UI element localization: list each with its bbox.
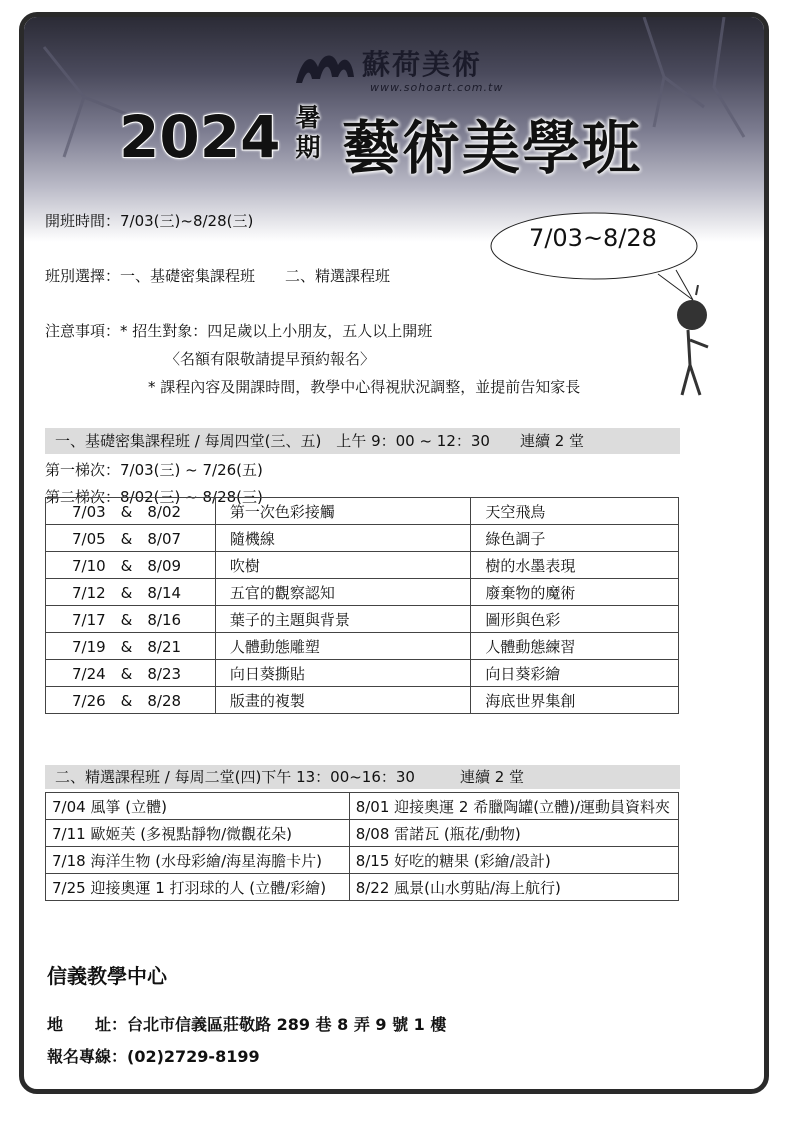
tier-1: 第一梯次：7/03(三) ~ 7/26(五) (45, 461, 263, 479)
course-topic-b: 海底世界集創 (471, 687, 679, 714)
date-speech-bubble (488, 208, 698, 278)
basic-course-row (46, 660, 679, 687)
class-period: 開班時間：7/03(三)~8/28(三) (45, 212, 254, 230)
course-topic-b: 樹的水墨表現 (471, 552, 679, 579)
basic-course-table (45, 497, 679, 714)
logo-url: www.sohoart.com.tw (370, 81, 504, 94)
course-topic-a: 五官的觀察認知 (215, 579, 471, 606)
course-dates: 7/17 & 8/16 (46, 606, 216, 633)
course-dates: 7/26 & 8/28 (46, 687, 216, 714)
course-dates: 7/12 & 8/14 (46, 579, 216, 606)
select-course-row (46, 874, 679, 901)
select-course-row (46, 820, 679, 847)
section1-heading: 一、基礎密集課程班 / 每周四堂(三、五) 上午 9：00 ~ 12：30 連續 2 堂 (45, 428, 680, 454)
basic-course-row (46, 579, 679, 606)
july-course: 7/11 歐姬芙 (多視點靜物/微觀花朵) (46, 820, 350, 847)
course-dates: 7/19 & 8/21 (46, 633, 216, 660)
course-dates: 7/05 & 8/07 (46, 525, 216, 552)
course-topic-b: 綠色調子 (471, 525, 679, 552)
logo-mark-icon (292, 47, 358, 87)
select-course-row (46, 793, 679, 820)
course-topic-a: 版畫的複製 (215, 687, 471, 714)
title-main: 藝術美學班 (342, 114, 643, 182)
brand-logo (292, 43, 532, 103)
august-course: 8/01 迎接奧運 2 希臘陶罐(立體)/運動員資料夾 (349, 793, 678, 820)
basic-course-row (46, 606, 679, 633)
center-address: 地 址：台北市信義區莊敬路 289 巷 8 弄 9 號 1 樓 (47, 1015, 447, 1034)
title-year: 2024 (119, 103, 281, 171)
notes-label: 注意事項： (45, 322, 121, 340)
basic-course-row (46, 552, 679, 579)
july-course: 7/04 風箏 (立體) (46, 793, 350, 820)
select-course-table (45, 792, 679, 901)
basic-course-row (46, 633, 679, 660)
center-name: 信義教學中心 (47, 964, 167, 988)
course-topic-a: 人體動態雕塑 (215, 633, 471, 660)
class-options: 班別選擇：一、基礎密集課程班 二、精選課程班 (45, 267, 391, 285)
title-season-char: 暑 (295, 103, 321, 132)
august-course: 8/22 風景(山水剪貼/海上航行) (349, 874, 678, 901)
course-topic-b: 天空飛鳥 (471, 498, 679, 525)
note-enrollment: * 招生對象：四足歲以上小朋友，五人以上開班 (120, 322, 433, 340)
title-season-char: 期 (295, 133, 321, 162)
notes-line-1 (45, 320, 432, 341)
basic-course-row (46, 687, 679, 714)
course-topic-a: 吹樹 (215, 552, 471, 579)
course-dates: 7/03 & 8/02 (46, 498, 216, 525)
july-course: 7/18 海洋生物 (水母彩繪/海星海膽卡片) (46, 847, 350, 874)
basic-course-row (46, 525, 679, 552)
course-dates: 7/24 & 8/23 (46, 660, 216, 687)
august-course: 8/08 雷諾瓦 (瓶花/動物) (349, 820, 678, 847)
august-course: 8/15 好吃的糖果 (彩繪/設計) (349, 847, 678, 874)
tier-2: 第二梯次：8/02(三) ~ 8/28(三) (45, 488, 263, 506)
course-topic-b: 圖形與色彩 (471, 606, 679, 633)
section2-heading: 二、精選課程班 / 每周二堂(四)下午 13：00~16：30 連續 2 堂 (45, 765, 680, 789)
note-limited-seats: 〈名額有限敬請提早預約報名〉 (165, 350, 376, 368)
course-topic-b: 向日葵彩繪 (471, 660, 679, 687)
select-course-row (46, 847, 679, 874)
course-dates: 7/10 & 8/09 (46, 552, 216, 579)
figure-illustration (660, 285, 720, 400)
bubble-date-range: 7/03~8/28 (529, 224, 657, 252)
course-topic-a: 第一次色彩接觸 (215, 498, 471, 525)
note-schedule-change: * 課程內容及開課時間，教學中心得視狀況調整，並提前告知家長 (148, 378, 581, 396)
title-season (292, 103, 324, 163)
logo-name: 蘇荷美術 (362, 48, 483, 81)
course-topic-a: 葉子的主題與背景 (215, 606, 471, 633)
july-course: 7/25 迎接奧運 1 打羽球的人 (立體/彩繪) (46, 874, 350, 901)
course-topic-b: 廢棄物的魔術 (471, 579, 679, 606)
course-topic-a: 向日葵撕貼 (215, 660, 471, 687)
course-topic-b: 人體動態練習 (471, 633, 679, 660)
center-phone: 報名專線：(02)2729-8199 (47, 1047, 260, 1066)
basic-course-row (46, 498, 679, 525)
course-topic-a: 隨機線 (215, 525, 471, 552)
